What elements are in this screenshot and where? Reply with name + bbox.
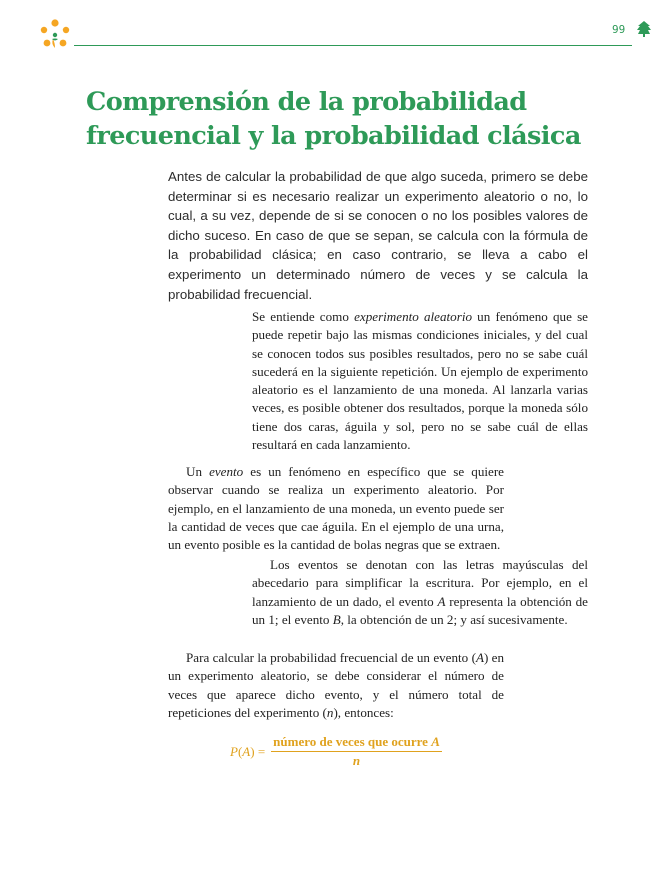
- sun-flower-logo-icon: [38, 18, 72, 52]
- formula-lhs: [230, 744, 265, 760]
- intro-paragraph: Antes de calcular la probabilidad de que algo suceda, primero se debe determinar si es necesario realizar un experimento aleatorio o no, lo cual, a su vez, depende de si se conocen o no los posibles valores de dicho suceso. En caso de que se sepan, se calcula con la fórmula de la probabilidad clásica; en caso contrario, se lleva a cabo el experimento un determinado número de veces y se calcula la probabilidad frecuencial.: [168, 169, 588, 302]
- event-term: evento: [209, 464, 244, 479]
- formula-fraction: [271, 734, 442, 769]
- event-text-start: Un: [186, 464, 210, 479]
- notation-var-a: A: [437, 593, 446, 609]
- event-paragraph: [168, 463, 504, 554]
- calculation-var-a: A: [475, 650, 484, 665]
- formula-numerator-text: número de veces que ocurre: [273, 734, 432, 749]
- formula-numerator-var: A: [431, 734, 440, 749]
- title-line-1: Comprensión de la probabilidad: [86, 87, 527, 117]
- calculation-paragraph: [168, 649, 504, 722]
- definition-text-start: Se entiende como: [252, 309, 355, 324]
- probability-formula: [230, 734, 442, 769]
- event-text-end: es un fenómeno en específico que se quiere observar cuando se realiza un experimento aleatorio. Por ejemplo, en el lanzamiento de una moneda, un evento puede ser la cantidad de veces que cae águila. En el ejemplo de una urna, un evento posible es la cantidad de bolas negras que se extraen.: [168, 464, 504, 553]
- notation-text-2: representa la obtención de un 1; el evento: [252, 593, 588, 627]
- title-line-2: frecuencial y la probabilidad clásica: [86, 121, 581, 151]
- green-leaf-icon: [636, 20, 652, 38]
- formula-var-a: A: [242, 743, 251, 759]
- calculation-text-3: ), entonces:: [333, 704, 394, 720]
- header-rule: [74, 45, 632, 46]
- notation-paragraph: [252, 556, 588, 629]
- page-number: 99: [612, 23, 626, 36]
- calculation-text-1: Para calcular la probabilidad frecuencial de un evento (: [186, 650, 476, 665]
- notation-text-1: Los eventos se denotan con las letras mayúsculas del abecedario para simplificar la escritura. Por ejemplo, en el lanzamiento de un dado, el evento: [252, 557, 588, 609]
- definition-paragraph: [252, 308, 588, 454]
- formula-open-paren: (: [237, 743, 243, 759]
- formula-denominator: n: [352, 753, 361, 768]
- calculation-var-n: n: [326, 704, 334, 720]
- calculation-text-2: ) en un experimento aleatorio, se debe considerar el número de veces que aparece dicho evento, y el número total de repeticiones del experimento (: [168, 650, 504, 720]
- formula-close-equals: ) =: [250, 743, 266, 759]
- notation-text-3: , la obtención de un 2; y así sucesivamente.: [340, 611, 568, 627]
- definition-text-end: un fenómeno que se puede repetir bajo las mismas condiciones iniciales, y del cual se conocen todos sus posibles resultados, pero no se sabe cuál sucederá en la siguiente repetición. Un ejemplo de experimento aleatorio es el lanzamiento de una moneda. Al lanzarla varias veces, es posible obtener dos resultados, porque la moneda sólo tiene dos caras, águila y sol, pero no se sabe cuál de ellas resultará en cada lanzamiento.: [252, 309, 588, 453]
- formula-p: P: [230, 743, 238, 759]
- formula-numerator: [271, 734, 442, 752]
- definition-term: experimento aleatorio: [354, 309, 472, 324]
- notation-var-b: B: [332, 611, 341, 627]
- page-title: [86, 85, 606, 153]
